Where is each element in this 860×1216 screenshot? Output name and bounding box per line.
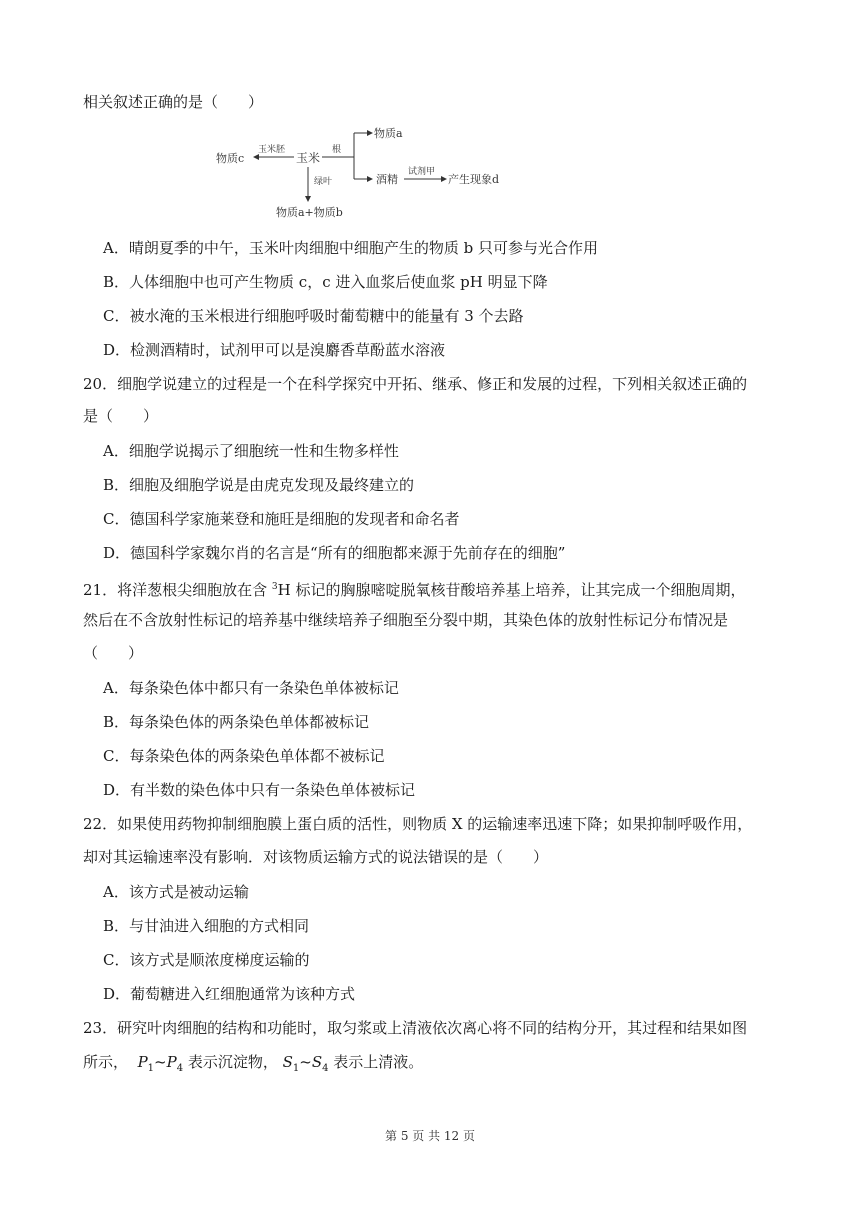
q21-option-d: D．有半数的染色体中只有一条染色单体被标记 — [103, 781, 416, 799]
diagram-left-arrow-label: 玉米胚 — [258, 145, 286, 155]
diagram-leaf-label: 绿叶 — [314, 177, 333, 187]
q21-stem-pre: 21．将洋葱根尖细胞放在含 — [83, 581, 272, 599]
q20-option-b: B．细胞及细胞学说是由虎克发现及最终建立的 — [103, 476, 415, 494]
q20-stem-line2: 是（ ） — [83, 407, 159, 425]
diagram-phenomenon-node: 产生现象d — [448, 173, 500, 186]
q23-s-end-sub: 4 — [322, 1063, 329, 1074]
diagram-center-node: 玉米 — [296, 151, 321, 165]
q23-p-tilde: ~ — [154, 1053, 167, 1071]
q23-p-end-sub: 4 — [176, 1063, 184, 1074]
q19-option-b: B．人体细胞中也可产生物质 c，c 进入血浆后使血浆 pH 明显下降 — [103, 273, 548, 291]
q21-stem-line3: （ ） — [83, 644, 144, 662]
diagram-reagent-label: 试剂甲 — [408, 167, 436, 177]
q20-option-a: A．细胞学说揭示了细胞统一性和生物多样性 — [103, 442, 399, 460]
q23-stem-line1: 23．研究叶肉细胞的结构和功能时，取匀浆或上清液依次离心将不同的结构分开，其过程和结果如图 — [83, 1019, 748, 1037]
q21-stem-sup: 3 — [271, 582, 278, 592]
q22-option-d: D．葡萄糖进入红细胞通常为该种方式 — [103, 985, 356, 1003]
diagram-middle-right-node: 酒精 — [376, 173, 398, 186]
q23-s-start-sub: 1 — [292, 1063, 300, 1074]
diagram-top-right-node: 物质a — [374, 127, 403, 140]
q19-stem-tail: 相关叙述正确的是（ ） — [83, 93, 264, 111]
q22-stem-line2: 却对其运输速率没有影响．对该物质运输方式的说法错误的是（ ） — [83, 848, 549, 866]
diagram-bottom-node: 物质a+物质b — [276, 206, 343, 219]
q21-stem-line2: 然后在不含放射性标记的培养基中继续培养子细胞至分裂中期，其染色体的放射性标记分布情况是 — [83, 611, 729, 629]
q20-option-c: C．德国科学家施莱登和施旺是细胞的发现者和命名者 — [103, 510, 460, 528]
q21-stem-line1 — [83, 577, 745, 600]
q19-diagram — [214, 121, 524, 223]
q23-s-end: S — [311, 1053, 323, 1071]
q23-s-start: S — [282, 1053, 293, 1071]
q19-option-a: A．晴朗夏季的中午，玉米叶肉细胞中细胞产生的物质 b 只可参与光合作用 — [103, 239, 598, 257]
q19-option-c: C．被水淹的玉米根进行细胞呼吸时葡萄糖中的能量有 3 个去路 — [103, 307, 524, 325]
diagram-left-node: 物质c — [216, 152, 245, 165]
q22-stem-line1: 22．如果使用药物抑制细胞膜上蛋白质的活性，则物质 X 的运输速率迅速下降；如果抑制呼吸作用， — [83, 815, 753, 833]
q22-option-b: B．与甘油进入细胞的方式相同 — [103, 917, 310, 935]
diagram-root-label: 根 — [332, 145, 342, 155]
q22-option-c: C．该方式是顺浓度梯度运输的 — [103, 951, 310, 969]
q23-p-end: P — [166, 1053, 177, 1071]
q21-option-c: C．每条染色体的两条染色单体都不被标记 — [103, 747, 385, 765]
q23-stem-part-b: 表示沉淀物， — [183, 1053, 278, 1071]
q23-stem-line2 — [83, 1052, 423, 1079]
q20-option-d: D．德国科学家魏尔肖的名言是“所有的细胞都来源于先前存在的细胞” — [103, 544, 566, 562]
q23-stem-part-c: 表示上清液。 — [328, 1053, 424, 1071]
page-footer: 第 5 页 共 12 页 — [385, 1129, 475, 1143]
q20-stem-line1: 20．细胞学说建立的过程是一个在科学探究中开拓、继承、修正和发展的过程，下列相关叙述正确的 — [83, 375, 748, 393]
q21-option-b: B．每条染色体的两条染色单体都被标记 — [103, 713, 370, 731]
q21-stem-post: H 标记的胸腺嘧啶脱氧核苷酸培养基上培养，让其完成一个细胞周期， — [277, 581, 746, 599]
q22-option-a: A．该方式是被动运输 — [103, 883, 249, 901]
q23-stem-part-a: 所示， — [83, 1053, 129, 1071]
q23-p-start: P — [137, 1053, 148, 1071]
q19-option-d: D．检测酒精时，试剂甲可以是溴麝香草酚蓝水溶液 — [103, 341, 446, 359]
q21-option-a: A．每条染色体中都只有一条染色单体被标记 — [103, 679, 399, 697]
q23-p-start-sub: 1 — [147, 1063, 155, 1074]
q23-s-tilde: ~ — [299, 1053, 312, 1071]
